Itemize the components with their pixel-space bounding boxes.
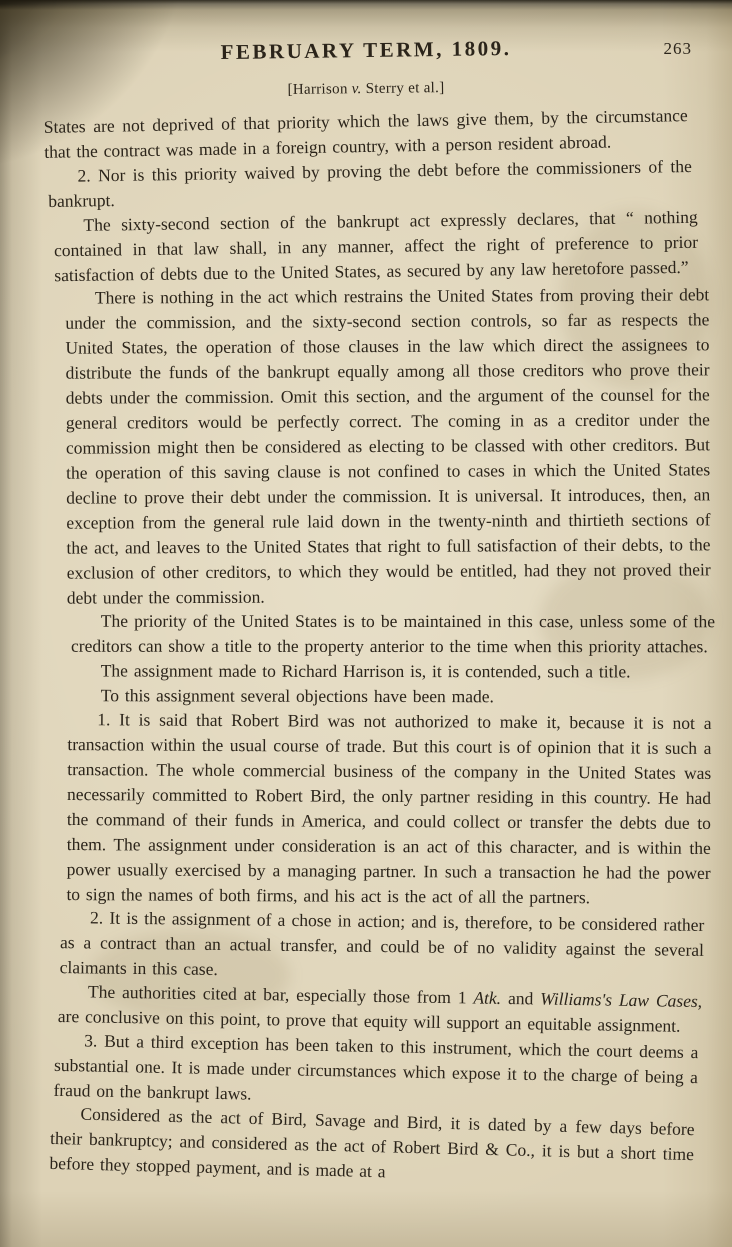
paragraph xyxy=(65,282,711,610)
text-run: 1. It is said that Robert Bird was not authorized to make it, because it is not a transaction within the usual course of trade. But this court is of opinion that it is such a transaction. The whole commercial business of the company in the United States was necessarily committed to Robert Bird, the only partner residing in this country. He had the command of their funds in America, and could collect or transfer the debts due to them. The assignment under consideration is an act of this character, and is within the power usually exercised by a managing partner. In such a transaction he had the power to sign the names of both firms, and his act is the act of all the partners. xyxy=(66,709,712,908)
citation-italic: v. xyxy=(351,81,362,98)
text-run: , are conclusive on this point, to prove that equity will support an equitable assignment. xyxy=(57,990,703,1036)
paragraph xyxy=(49,1101,695,1192)
text-run: The sixty-second section of the bankrupt act expressly declares, that “ nothing contained in that law shall, in any manner, affect the right of preference to prior satisfaction of debts due to the United States, as secured by any law heretofore passed.” xyxy=(53,206,699,286)
paragraph xyxy=(71,683,715,710)
citation-italic: Atk. xyxy=(473,987,502,1008)
text-run: States are not deprived of that priority which the laws give them, by the circumstance that the contract was made in a foreign country, with a person resident abroad. xyxy=(43,105,688,162)
citation-italic: Williams's Law Cases xyxy=(540,988,698,1011)
text-run: To this assignment several objections have been made. xyxy=(100,685,494,707)
text-run: Sterry et al.] xyxy=(361,80,445,98)
paragraph xyxy=(53,1028,698,1115)
text-run: The priority of the United States is to be maintained in this case, unless some of the creditors can show a title to the property anterior to the time when this priority attaches. xyxy=(70,610,716,657)
text-run: The assignment made to Richard Harrison is, it is contended, such a title. xyxy=(100,660,631,682)
text-run: [Harrison xyxy=(287,81,352,98)
paragraph xyxy=(71,609,715,660)
paragraph xyxy=(71,658,715,684)
text-run: Considered as the act of Bird, Savage and Bird, it is dated by a few days before their bankruptcy; and considered as the act of Robert Bird & Co., it is but a short time before they stopped payment, and is made at a xyxy=(49,1103,695,1182)
page-header xyxy=(0,35,732,68)
text-run: 2. Nor is this priority waived by proving the debt before the commissioners of the bankrupt. xyxy=(48,155,692,212)
text-run: and xyxy=(500,987,541,1009)
paragraph xyxy=(60,905,705,988)
case-caption xyxy=(0,77,732,103)
page-number: 263 xyxy=(663,39,692,58)
text-run: 3. But a third exception has been taken to this instrument, which the court deems a substantial one. It is made under circumstances which expose it to the charge of being a fraud on the bankrupt laws. xyxy=(53,1030,699,1104)
paragraph xyxy=(48,154,693,214)
running-title: FEBRUARY TERM, 1809. xyxy=(220,35,512,65)
paragraph xyxy=(66,707,711,911)
paragraph xyxy=(54,205,699,288)
text-run: 2. It is the assignment of a chose in action; and is, therefore, to be considered rather as a contract than an actual transfer, and could be of no validity against the several claimants in this case. xyxy=(59,907,705,979)
opinion-text xyxy=(0,105,732,1184)
text-run: The authorities cited at bar, especially those from 1 xyxy=(87,981,474,1008)
text-run: There is nothing in the act which restrains the United States from proving their debt under the commission, and the sixty-second section controls, so far as respects the United States, the operation of those clauses in the law which direct the assignees to distribute the funds of the bankrupt equally among all those creditors who prove their debts under the commission. Omit this section, and the argument of the counsel for the general creditors would be perfectly correct. The coming in as a creditor under the commission might then be considered as electing to be classed with other creditors. But the operation of this saving clause is not confined to cases in which the United States decline to prove their debt under the commission. It is universal. It introduces, then, an exception from the general rule laid down in the twenty-ninth and thirtieth sections of the act, and leaves to the United States that right to full satisfaction of their debts, to the exclusion of other creditors, to which they would be entitled, had they not proved their debt under the commission. xyxy=(65,284,711,608)
